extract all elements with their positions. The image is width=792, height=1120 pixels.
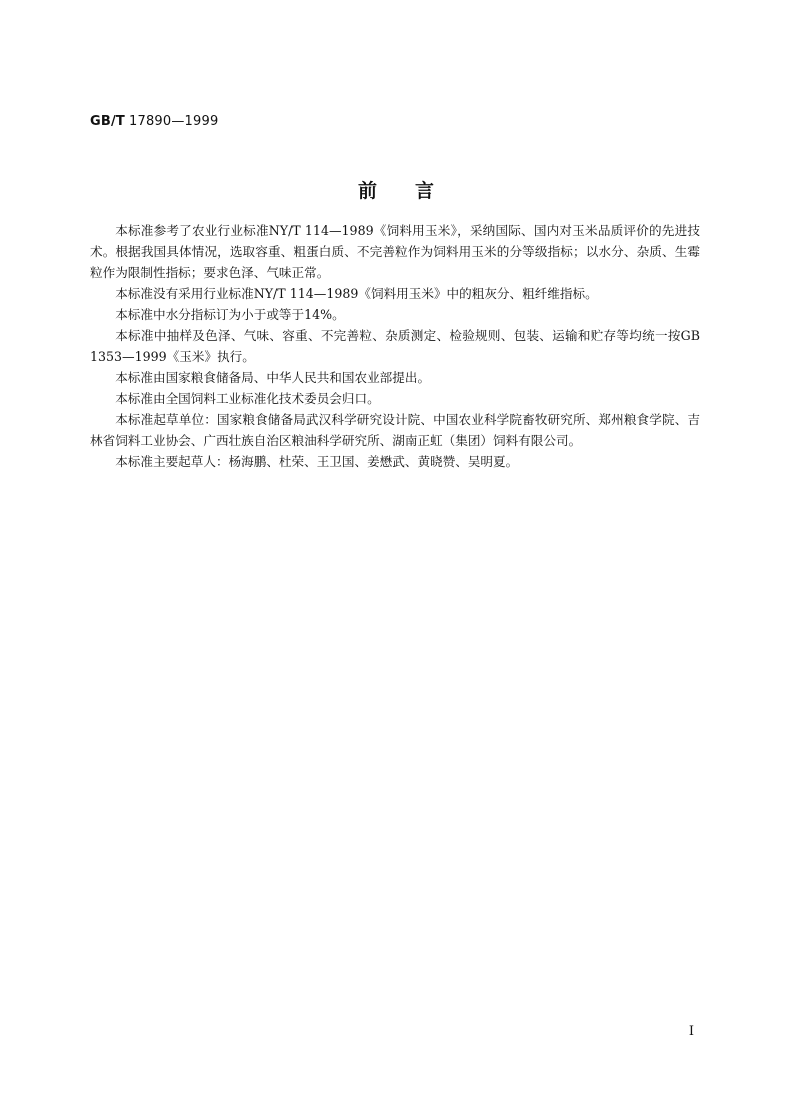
paragraph-8: 本标准主要起草人：杨海鹏、杜荣、王卫国、姜懋武、黄晓赞、吴明夏。 bbox=[115, 454, 519, 469]
paragraph-7: 本标准起草单位：国家粮食储备局武汉科学研究设计院、中国农业科学院畜牧研究所、郑州粮食学院、吉林省饲料工业协会、广西壮族自治区粮油科学研究所、湖南正虹（集团）饲料有限公司。 bbox=[90, 412, 700, 448]
paragraph-4: 本标准中抽样及色泽、气味、容重、不完善粒、杂质测定、检验规则、包装、运输和贮存等均统一按GB 1353—1999《玉米》执行。 bbox=[90, 328, 700, 364]
standard-prefix: GB/T bbox=[90, 114, 125, 129]
standard-code bbox=[90, 114, 218, 129]
paragraph-5: 本标准由国家粮食储备局、中华人民共和国农业部提出。 bbox=[115, 370, 431, 385]
paragraph-1: 本标准参考了农业行业标准NY/T 114—1989《饲料用玉米》，采纳国际、国内对玉米品质评价的先进技术。根据我国具体情况，选取容重、粗蛋白质、不完善粒作为饲料用玉米的分等级指标；以水分、杂质、生霉粒作为限制性指标；要求色泽、气味正常。 bbox=[90, 223, 700, 280]
foreword-body bbox=[90, 220, 700, 472]
page-title: 前言 bbox=[357, 180, 472, 202]
standard-number: 17890—1999 bbox=[129, 114, 219, 129]
paragraph-3: 本标准中水分指标订为小于或等于14%。 bbox=[115, 307, 345, 322]
paragraph-6: 本标准由全国饲料工业标准化技术委员会归口。 bbox=[115, 391, 380, 406]
page-number: I bbox=[688, 1024, 694, 1039]
paragraph-2: 本标准没有采用行业标准NY/T 114—1989《饲料用玉米》中的粗灰分、粗纤维指标。 bbox=[115, 286, 598, 301]
